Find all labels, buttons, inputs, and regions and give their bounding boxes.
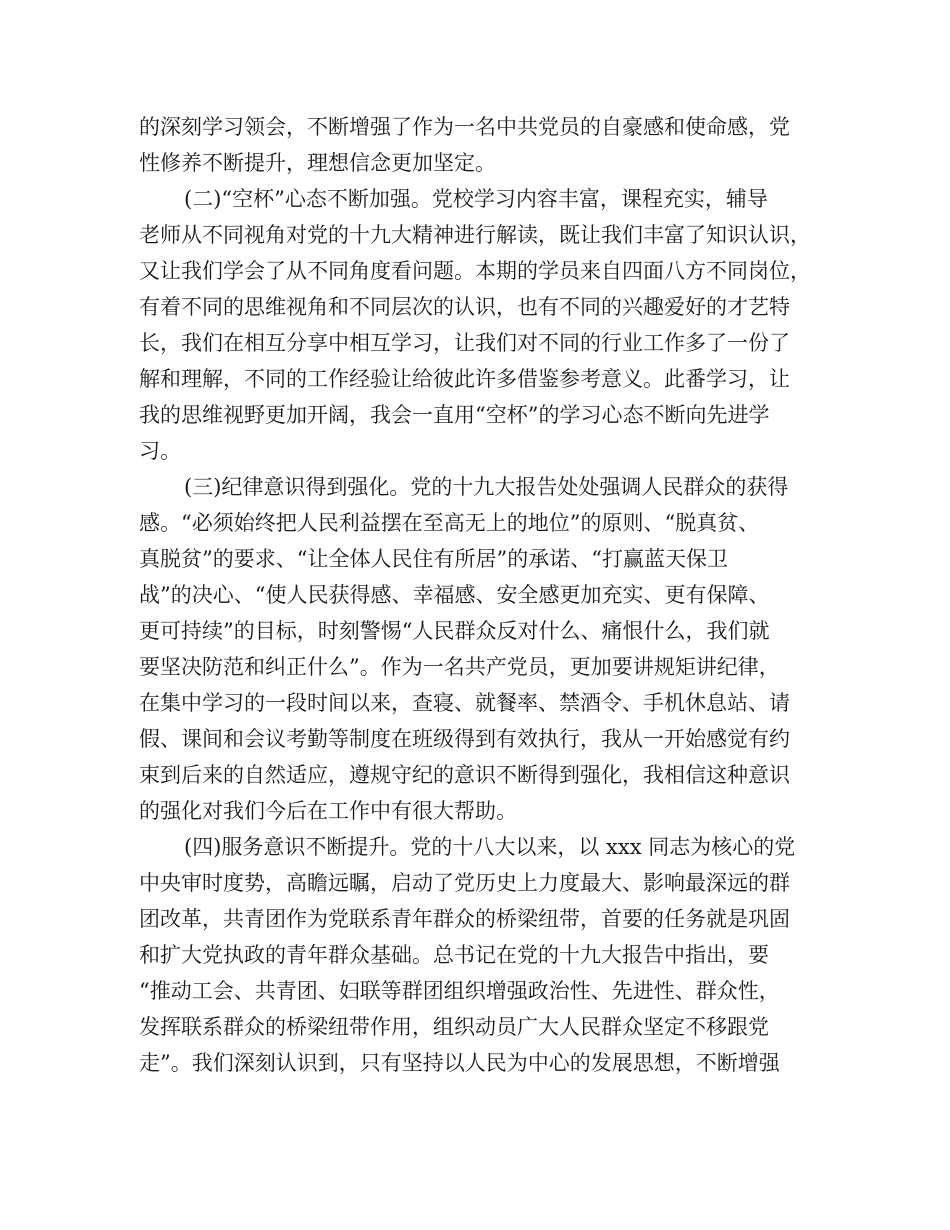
- text-line: 我的思维视野更加开阔，我会一直用“空杯”的学习心态不断向先进学: [139, 403, 770, 427]
- text-line: 中央审时度势，高瞻远瞩，启动了党历史上力度最大、影响最深远的群: [139, 871, 790, 895]
- text-line: 团改革，共青团作为党联系青年群众的桥梁纽带，首要的任务就是巩固: [139, 907, 790, 931]
- text-line: 走”。我们深刻认识到，只有坚持以人民为中心的发展思想，不断增强: [139, 1051, 780, 1075]
- paragraph-start-line: (二)“空杯”心态不断加强。党校学习内容丰富，课程充实，辅导: [184, 187, 768, 211]
- text-line: 的深刻学习领会，不断增强了作为一名中共党员的自豪感和使命感，党: [139, 115, 790, 139]
- text-line: 假、课间和会议考勤等制度在班级得到有效执行，我从一开始感觉有约: [139, 727, 790, 751]
- text-line: 在集中学习的一段时间以来，查寝、就餐率、禁酒令、手机休息站、请: [139, 691, 790, 715]
- text-line: 习。: [139, 439, 181, 463]
- text-line: 束到后来的自然适应，遵规守纪的意识不断得到强化，我相信这种意识: [139, 763, 790, 787]
- text-line: 老师从不同视角对党的十九大精神进行解读，既让我们丰富了知识认识，: [139, 223, 811, 247]
- text-line: 要坚决防范和纠正什么”。作为一名共产党员，更加要讲规矩讲纪律，: [139, 655, 780, 679]
- text-line: 又让我们学会了从不同角度看问题。本期的学员来自四面八方不同岗位，: [139, 259, 811, 283]
- text-line: 感。“必须始终把人民利益摆在至高无上的地位”的原则、“脱真贫、: [139, 511, 760, 535]
- text-line: 战”的决心、“使人民获得感、幸福感、安全感更加充实、更有保障、: [139, 583, 770, 607]
- text-line: 的强化对我们今后在工作中有很大帮助。: [139, 799, 517, 823]
- text-line: 更可持续”的目标，时刻警惕“人民群众反对什么、痛恨什么，我们就: [139, 619, 770, 643]
- paragraph-start-line: (三)纪律意识得到强化。党的十九大报告处处强调人民群众的获得: [184, 475, 789, 499]
- text-line: 真脱贫”的要求、“让全体人民住有所居”的承诺、“打赢蓝天保卫: [139, 547, 728, 571]
- text-line: 有着不同的思维视角和不同层次的认识，也有不同的兴趣爱好的才艺特: [139, 295, 790, 319]
- text-line: 和扩大党执政的青年群众基础。总书记在党的十九大报告中指出，要: [139, 943, 769, 967]
- text-line: 解和理解，不同的工作经验让给彼此许多借鉴参考意义。此番学习，让: [139, 367, 790, 391]
- text-line: “推动工会、共青团、妇联等群团组织增强政治性、先进性、群众性，: [139, 979, 780, 1003]
- text-line: 长，我们在相互分享中相互学习，让我们对不同的行业工作多了一份了: [139, 331, 790, 355]
- text-line: 发挥联系群众的桥梁纽带作用，组织动员广大人民群众坚定不移跟党: [139, 1015, 769, 1039]
- paragraph-start-line: (四)服务意识不断提升。党的十八大以来，以 xxx 同志为核心的党: [184, 835, 796, 859]
- text-line: 性修养不断提升，理想信念更加坚定。: [139, 151, 496, 175]
